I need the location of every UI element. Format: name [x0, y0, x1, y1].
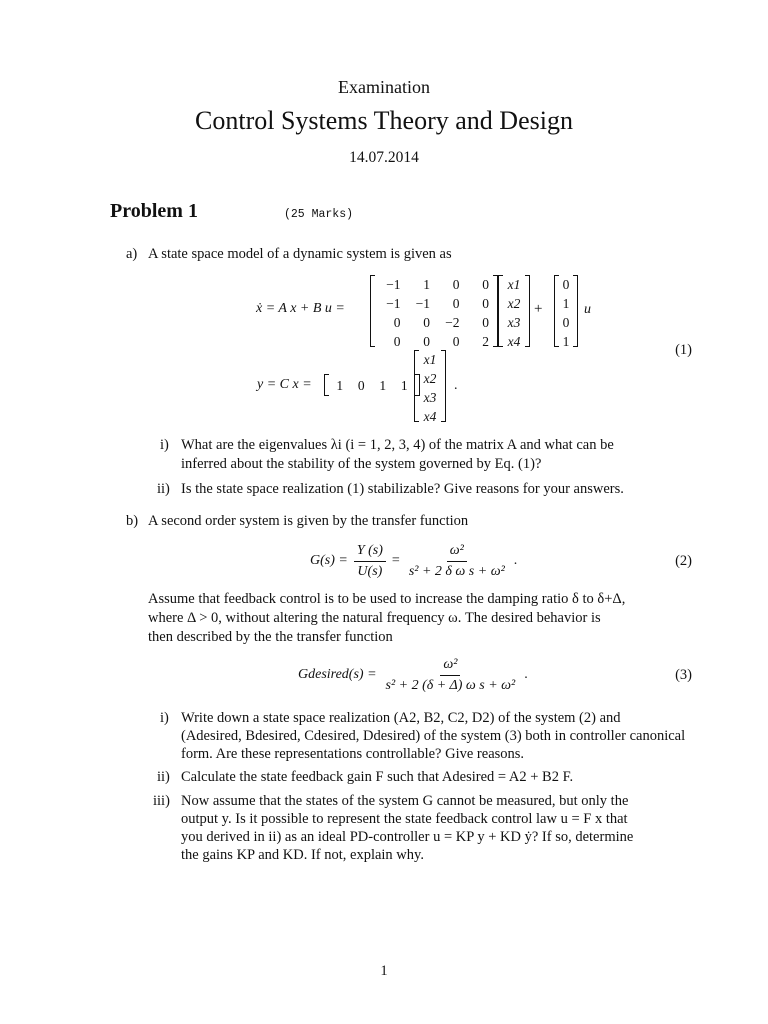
- output-equation-lhs: y = C x =: [257, 377, 312, 392]
- state-vector-entry: x4: [507, 334, 521, 349]
- question-b-i-line: form. Are these representations controllable? Give reasons.: [181, 746, 525, 762]
- matrix-c-entry: 1: [379, 377, 387, 393]
- question-b-iii-line: you derived in ii) as an ideal PD-controller u = KP y + KD ẏ? If so, determine: [181, 829, 634, 845]
- output-state-vector: [414, 350, 446, 422]
- matrix-c: [324, 374, 420, 396]
- matrix-a-cell: 0: [452, 277, 460, 292]
- paragraph-line: where Δ > 0, without altering the natural frequency ω. The desired behavior is: [148, 610, 601, 626]
- matrix-a: [370, 275, 498, 347]
- part-b-intro: A second order system is given by the transfer function: [148, 513, 469, 529]
- question-b-iii-line: the gains KP and KD. If not, explain why.: [181, 847, 424, 863]
- question-b-i-line: (Adesired, Bdesired, Cdesired, Ddesired) of the system (3) both in controller canonical: [181, 728, 686, 744]
- state-vector-entry: x1: [423, 352, 437, 367]
- matrix-a-cell: −1: [415, 296, 430, 311]
- question-b-iii-label: iii): [153, 793, 170, 809]
- matrix-a-cell: 0: [393, 334, 401, 349]
- matrix-a-cell: 0: [482, 277, 489, 292]
- matrix-a-cell: 0: [482, 296, 489, 311]
- course-title: Control Systems Theory and Design: [195, 106, 573, 135]
- state-vector-entry: x2: [423, 371, 437, 386]
- paragraph-line: Assume that feedback control is to be used to increase the damping ratio δ to δ+Δ,: [148, 591, 626, 607]
- matrix-a-cell: 0: [423, 315, 430, 330]
- eq2-frac2-numerator: ω²: [447, 542, 467, 562]
- matrix-a-cell: −1: [386, 277, 401, 292]
- matrix-b-entry: 0: [562, 315, 570, 330]
- matrix-b: [554, 275, 578, 347]
- question-b-i-line: Write down a state space realization (A2, B2, C2, D2) of the system (2) and: [181, 710, 621, 726]
- state-vector: [498, 275, 530, 347]
- equation-number-3: (3): [675, 667, 692, 683]
- state-vector-entry: x1: [507, 277, 521, 292]
- matrix-a-cell: −2: [445, 315, 460, 330]
- matrix-c-entry: 1: [336, 377, 344, 393]
- part-a-label: a): [126, 246, 138, 262]
- problem-marks: (25 Marks): [284, 208, 354, 221]
- matrix-c-entry: 0: [357, 377, 365, 393]
- question-a-ii-label: ii): [157, 481, 170, 497]
- eq2-lhs: G(s) =: [310, 553, 348, 568]
- matrix-a-cell: 0: [452, 334, 460, 349]
- input-u: u: [584, 302, 591, 317]
- question-b-iii-line: output y. Is it possible to represent the state feedback control law u = F x that: [181, 811, 628, 827]
- matrix-a-cell: 0: [482, 315, 489, 330]
- part-b-label: b): [126, 513, 139, 529]
- paragraph-line: then described by the the transfer function: [148, 629, 393, 645]
- exam-date: 14.07.2014: [349, 149, 419, 166]
- eq2-frac1-numerator: Y (s): [354, 542, 386, 562]
- part-a-intro: A state space model of a dynamic system is given as: [148, 246, 452, 262]
- matrix-a-cell: 0: [423, 334, 430, 349]
- matrix-a-cell: 0: [452, 296, 460, 311]
- eq3-denominator: s² + 2 (δ + Δ) ω s + ω²: [385, 677, 516, 693]
- question-b-i-label: i): [160, 710, 169, 726]
- page-number: 1: [380, 963, 388, 979]
- transfer-function-eq2: G(s) = $\frac{Y (s)}{U(s)}$ = $\frac{\text{ω²}}{\text{s² + 2 δ ω s + ω²}}$ .: [310, 542, 518, 579]
- problem-title: Problem 1: [110, 200, 198, 222]
- matrix-a-cell: 0: [393, 315, 401, 330]
- question-b-iii-line: Now assume that the states of the system G cannot be measured, but only the: [181, 793, 629, 809]
- transfer-function-eq3: Gdesired(s) = $\frac{\text{ω²}}{\text{s² + 2 (δ + Δ) ω s + ω²}}$ .: [298, 656, 528, 693]
- question-b-ii-line: Calculate the state feedback gain F such that Adesired = A2 + B2 F.: [181, 769, 574, 785]
- matrix-a-cell: −1: [386, 296, 401, 311]
- question-b-ii-label: ii): [157, 769, 170, 785]
- state-vector-entry: x3: [423, 390, 437, 405]
- question-a-i-line: inferred about the stability of the system governed by Eq. (1)?: [181, 456, 542, 472]
- matrix-b-entry: 1: [562, 334, 570, 349]
- matrix-a-cell: 1: [423, 277, 430, 292]
- question-a-ii-line: Is the state space realization (1) stabilizable? Give reasons for your answers.: [181, 481, 624, 497]
- state-vector-entry: x2: [507, 296, 521, 311]
- eq3-numerator: ω²: [440, 656, 460, 676]
- plus-sign: +: [534, 301, 543, 317]
- equation-number-1: (1): [675, 342, 692, 358]
- question-a-i-label: i): [160, 437, 169, 453]
- equation-number-2: (2): [675, 553, 692, 569]
- equation-period: .: [454, 378, 458, 393]
- matrix-c-entry: 1: [400, 377, 408, 393]
- exam-kind: Examination: [338, 77, 430, 97]
- eq2-frac2-denominator: s² + 2 δ ω s + ω²: [408, 563, 505, 579]
- matrix-a-cell: 2: [482, 334, 489, 349]
- state-vector-entry: x3: [507, 315, 521, 330]
- state-equation-lhs: ẋ = A x + B u =: [256, 301, 345, 316]
- eq2-frac1-denominator: U(s): [357, 563, 383, 579]
- state-vector-entry: x4: [423, 409, 437, 424]
- matrix-b-entry: 1: [562, 296, 570, 311]
- question-a-i-line: What are the eigenvalues λi (i = 1, 2, 3, 4) of the matrix A and what can be: [181, 437, 614, 453]
- matrix-b-entry: 0: [562, 277, 570, 292]
- eq3-lhs: Gdesired(s) =: [298, 667, 377, 682]
